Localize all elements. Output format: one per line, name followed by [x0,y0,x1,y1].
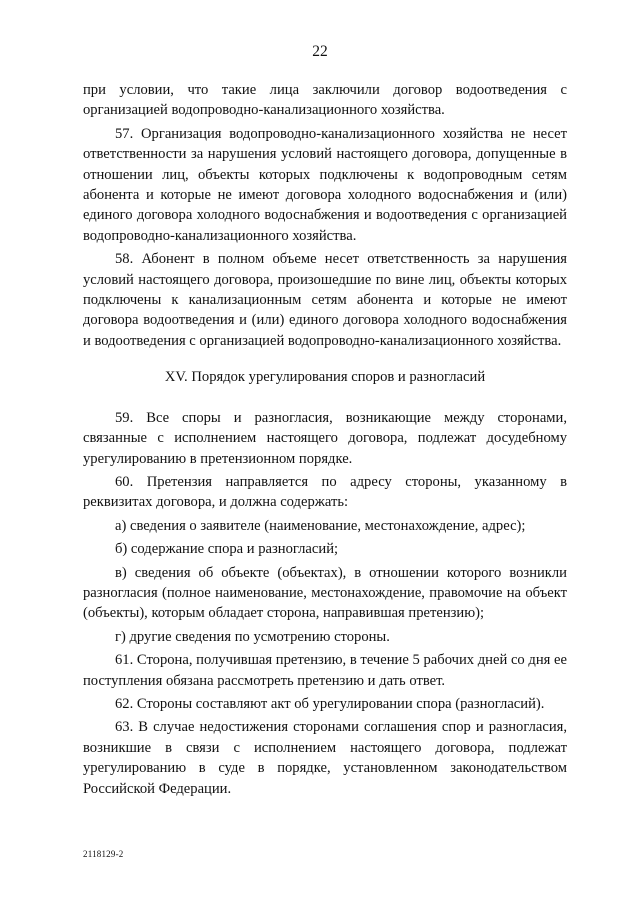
list-item-b: б) содержание спора и разногласий; [115,541,339,558]
paragraph-59: 59. Все споры и разногласия, возникающие между сторонами, связанные с исполнением настоящего договора, подлежат досудебному урегулированию в претензионном порядке. [83,409,567,467]
list-item-a: а) сведения о заявителе (наименование, местонахождение, адрес); [115,517,526,534]
paragraph-57: 57. Организация водопроводно-канализационного хозяйства не несет ответственности за нарушения условий настоящего договора, допущенные в отношении лиц, объекты которых подключены к водопроводным сетям абонента и которые не имеют договора холодного водоснабжения и (или) единого договора холодного водоснабжения и водоотведения с организацией водопроводно-канализационного хозяйства. [83,125,567,244]
paragraph-63: 63. В случае недостижения сторонами соглашения спор и разногласия, возникшие в связи с исполнением настоящего договора, подлежат урегулированию в суде в порядке, установленном законодательством Российской Федерации. [83,719,567,797]
paragraph-62: 62. Стороны составляют акт об урегулировании спора (разногласий). [115,695,545,712]
paragraph-61: 61. Сторона, получившая претензию, в течение 5 рабочих дней со дня ее поступления обязана рассмотреть претензию и дать ответ. [83,652,567,689]
list-item-g: г) другие сведения по усмотрению стороны. [115,628,390,645]
document-body [83,80,567,799]
paragraph-60: 60. Претензия направляется по адресу стороны, указанному в реквизитах договора, и должна содержать: [83,473,567,511]
paragraph-continuation: при условии, что такие лица заключили договор водоотведения с организацией водопроводно-канализационного хозяйства. [83,82,567,119]
list-item-v: в) сведения об объекте (объектах), в отношении которого возникли разногласия (полное наименование, местонахождение, правомочие на объект (объекты), которым обладает сторона, направившая претензию); [83,564,567,622]
section-heading: XV. Порядок урегулирования споров и разногласий [164,369,486,386]
document-code: 2118129-2 [83,849,124,859]
paragraph-58: 58. Абонент в полном объеме несет ответственность за нарушения условий настоящего договора, произошедшие по вине лиц, объекты которых подключены к канализационным сетям абонента и которые не имеют договора водоотведения и (или) единого договора холодного водоснабжения и водоотведения с организацией водопроводно-канализационного хозяйства. [83,251,567,349]
page-number: 22 [312,43,328,60]
